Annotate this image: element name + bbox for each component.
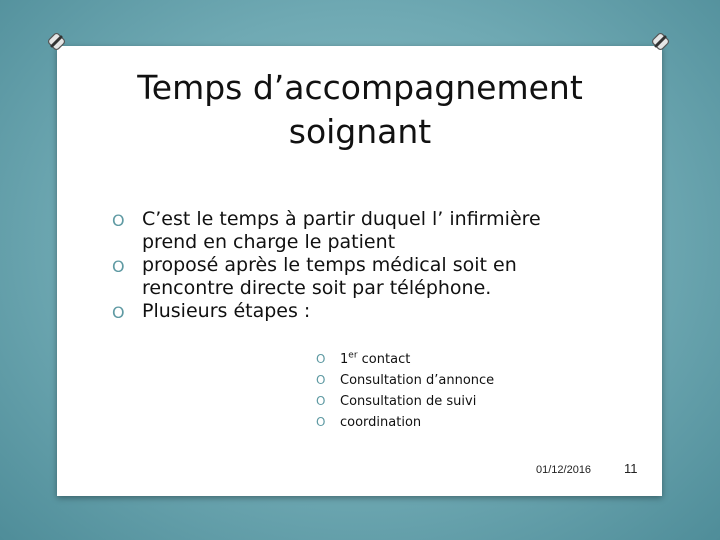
- slide-title-line-1: Temps d’accompagnement: [137, 68, 583, 107]
- sub-bullet-item: [316, 370, 576, 391]
- bullet-marker: O: [316, 415, 326, 429]
- pushpin-icon: [46, 30, 68, 52]
- bullet-text: proposé après le temps médical soit en rencontre directe soit par téléphone.: [142, 254, 517, 299]
- sub-bullet-item: [316, 412, 576, 433]
- bullet-text: Plusieurs étapes :: [142, 300, 311, 322]
- sub-bullet-text: Consultation d’annonce: [340, 373, 495, 388]
- sub-bullet-prefix: 1: [340, 352, 349, 367]
- pushpin-icon: [650, 30, 672, 52]
- sub-bullet-item: [316, 391, 576, 412]
- bullet-item: [112, 254, 582, 300]
- sub-bullet-text: contact: [357, 352, 411, 367]
- bullet-marker: O: [316, 373, 326, 387]
- bullet-marker: O: [316, 394, 326, 408]
- bullet-marker: O: [112, 257, 125, 276]
- sub-bullet-superscript: er: [348, 350, 358, 361]
- bullet-item: [112, 208, 582, 254]
- bullet-list: [112, 208, 582, 323]
- bullet-marker: O: [316, 352, 326, 366]
- bullet-marker: O: [112, 211, 125, 230]
- slide-title: [0, 66, 720, 154]
- sub-bullet-item: [316, 349, 576, 370]
- bullet-marker: O: [112, 303, 125, 322]
- slide-date: 01/12/2016: [536, 464, 592, 476]
- bullet-item: [112, 300, 582, 323]
- sub-bullet-text: Consultation de suivi: [340, 394, 477, 409]
- slide-title-line-2: soignant: [288, 112, 432, 151]
- sub-bullet-list: [316, 349, 576, 433]
- sub-bullet-text: coordination: [340, 415, 422, 430]
- slide-page-number: 11: [624, 461, 638, 476]
- bullet-text: C’est le temps à partir duquel l’ infirmière prend en charge le patient: [142, 208, 541, 253]
